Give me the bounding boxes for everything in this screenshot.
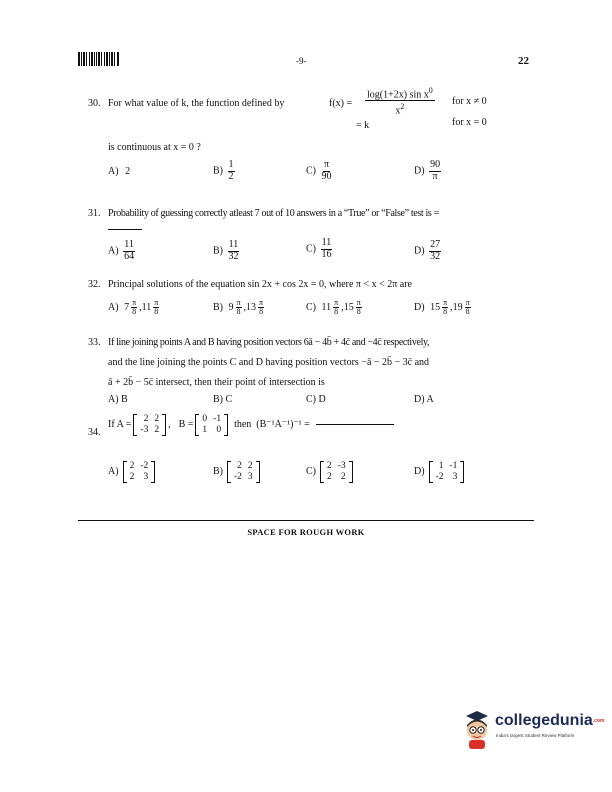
fraction-numerator: 90 bbox=[430, 159, 441, 170]
option-label: B) bbox=[213, 302, 223, 314]
q32-option-b bbox=[213, 299, 266, 317]
q31-option-d bbox=[414, 240, 443, 262]
fraction-numerator: 11 bbox=[124, 239, 134, 250]
matrix-cell: -2 bbox=[435, 471, 444, 482]
q30-fraction bbox=[365, 86, 435, 117]
brand-tagline: India's largest Student Review Platform bbox=[496, 733, 575, 738]
q32-text: Principal solutions of the equation sin 2x + cos 2x = 0, where π < x < 2π are bbox=[108, 279, 412, 290]
fraction-denominator: 90 bbox=[321, 170, 332, 182]
q33-option-c: C) D bbox=[306, 394, 326, 405]
q30-continuity: is continuous at x = 0 ? bbox=[108, 142, 201, 153]
q34-option-c bbox=[306, 461, 353, 483]
option-label: C) bbox=[306, 466, 316, 478]
separator: , bbox=[139, 302, 142, 314]
option-label: A) bbox=[108, 166, 119, 177]
option-label: B) bbox=[213, 245, 223, 257]
fraction-denominator: 8 bbox=[465, 307, 470, 317]
coefficient: 19 bbox=[452, 302, 463, 314]
matrix-cell: -3 bbox=[140, 424, 149, 435]
q31-text: Probability of guessing correctly atleast 7 out of 10 answers in a “True” or “False” test is = bbox=[108, 208, 439, 219]
option-matrix bbox=[429, 461, 465, 483]
q30-option-b bbox=[213, 160, 237, 182]
q31-answer-blank bbox=[108, 229, 142, 230]
q32-option-c bbox=[306, 299, 364, 317]
q30-option-d bbox=[414, 160, 443, 182]
fraction-numerator: 27 bbox=[430, 239, 441, 250]
collegedunia-watermark bbox=[460, 708, 605, 754]
answer-blank bbox=[316, 424, 394, 425]
matrix-cell: 2 bbox=[247, 461, 253, 471]
fraction-denominator: 16 bbox=[321, 248, 332, 260]
matrix-cell: -1 bbox=[449, 461, 458, 471]
fraction-numerator: 1 bbox=[228, 159, 234, 170]
fraction-denominator: 8 bbox=[334, 307, 339, 317]
matrix-a-label: If A = bbox=[108, 419, 132, 431]
coefficient: 13 bbox=[246, 302, 257, 314]
option-matrix bbox=[227, 461, 260, 483]
coefficient: 15 bbox=[343, 302, 354, 314]
option-label: A) bbox=[108, 466, 119, 478]
brand-name bbox=[495, 712, 604, 730]
q30-den-exp: 2 bbox=[400, 102, 405, 112]
option-label: C) bbox=[306, 165, 316, 177]
option-matrix bbox=[320, 461, 353, 483]
q30-text: For what value of k, the function defined by bbox=[108, 98, 285, 109]
matrix-cell: 0 bbox=[202, 414, 208, 424]
q33-line3: ā + 2b̄ − 5c̄ intersect, then their point of intersection is bbox=[108, 377, 325, 388]
fraction-denominator: 32 bbox=[228, 250, 239, 262]
coefficient: 7 bbox=[124, 302, 130, 314]
q30-num-exp: 0 bbox=[428, 86, 433, 95]
q34-statement bbox=[108, 414, 394, 436]
q30-number: 30. bbox=[88, 98, 101, 109]
brand-text: collegedunia bbox=[495, 712, 593, 729]
fraction-denominator: 8 bbox=[356, 307, 361, 317]
matrix-b-label: B = bbox=[178, 419, 194, 431]
option-label: D) bbox=[414, 466, 425, 478]
option-label: D) bbox=[414, 165, 425, 177]
option-label: B) bbox=[213, 466, 223, 478]
option-label: A) bbox=[108, 245, 119, 257]
fraction-denominator: 2 bbox=[228, 170, 234, 182]
mascot-icon bbox=[460, 710, 494, 750]
q33-option-a: A) B bbox=[108, 394, 128, 405]
q34-number: 34. bbox=[88, 427, 101, 438]
fraction-denominator: 8 bbox=[236, 307, 241, 317]
matrix-cell: -2 bbox=[234, 471, 242, 482]
fraction-numerator: 11 bbox=[321, 237, 332, 248]
matrix-cell: 1 bbox=[438, 461, 444, 471]
page-marker: -9- bbox=[296, 56, 307, 66]
q33-number: 33. bbox=[88, 337, 101, 348]
fraction-denominator: 8 bbox=[443, 307, 448, 317]
option-label: D) bbox=[414, 302, 425, 314]
matrix-cell: 2 bbox=[327, 461, 332, 471]
matrix-cell: 2 bbox=[143, 414, 149, 424]
q30-numerator: log(1+2x) sin x bbox=[367, 89, 429, 101]
option-matrix bbox=[123, 461, 156, 483]
q34-option-a bbox=[108, 461, 155, 483]
matrix-cell: 2 bbox=[129, 461, 135, 471]
option-value: 2 bbox=[125, 166, 131, 177]
coefficient: 9 bbox=[228, 302, 234, 314]
q33-line2: and the line joining the points C and D having position vectors −ā − 2b̄ − 3c̄ and bbox=[108, 357, 430, 368]
matrix-cell: 3 bbox=[452, 471, 458, 482]
separator: , bbox=[450, 302, 453, 314]
fraction-numerator: π bbox=[259, 298, 264, 307]
fraction-numerator: π bbox=[443, 298, 448, 307]
separator: , bbox=[243, 302, 247, 314]
q34-option-b bbox=[213, 461, 260, 483]
matrix-b bbox=[195, 414, 228, 436]
matrix-cell: -2 bbox=[140, 461, 149, 471]
q30-denominator: x bbox=[395, 105, 401, 117]
fraction-numerator: π bbox=[323, 159, 330, 170]
q31-number: 31. bbox=[88, 208, 101, 219]
fraction-denominator: π bbox=[432, 170, 438, 182]
matrix-cell: 2 bbox=[154, 424, 160, 435]
matrix-cell: 1 bbox=[202, 424, 208, 435]
coefficient: 15 bbox=[430, 302, 441, 314]
fraction-numerator: π bbox=[356, 298, 361, 307]
rough-work-label: SPACE FOR ROUGH WORK bbox=[247, 527, 365, 537]
matrix-a bbox=[133, 414, 166, 436]
q32-option-d bbox=[414, 299, 473, 317]
fraction-denominator: 64 bbox=[124, 250, 135, 262]
q31-option-b bbox=[213, 240, 242, 262]
q31-option-c bbox=[306, 238, 335, 260]
q34-option-d bbox=[414, 461, 464, 483]
fraction-denominator: 8 bbox=[259, 307, 264, 317]
brand-tld: .com bbox=[592, 717, 605, 724]
fraction-numerator: π bbox=[465, 298, 470, 307]
fraction-numerator: π bbox=[236, 298, 241, 307]
separator: , bbox=[341, 302, 344, 314]
barcode bbox=[78, 52, 120, 66]
matrix-cell: 3 bbox=[247, 471, 253, 482]
then-word: then bbox=[234, 419, 252, 431]
q30-option-c bbox=[306, 160, 335, 182]
matrix-cell: 2 bbox=[340, 471, 346, 482]
matrix-cell: 2 bbox=[129, 471, 135, 482]
fraction-numerator: π bbox=[334, 298, 339, 307]
matrix-expression: (B⁻¹A⁻¹)⁻¹ = bbox=[256, 419, 310, 431]
coefficient: 11 bbox=[141, 302, 152, 314]
option-label: B) bbox=[213, 165, 223, 177]
coefficient: 11 bbox=[321, 302, 332, 314]
fraction-numerator: π bbox=[154, 298, 159, 307]
fraction-denominator: 32 bbox=[430, 250, 441, 262]
option-label: C) bbox=[306, 302, 316, 314]
footer-divider bbox=[78, 520, 534, 521]
q31-option-a bbox=[108, 240, 137, 262]
q30-option-a bbox=[108, 166, 130, 177]
q32-option-a bbox=[108, 299, 161, 317]
matrix-cell: 0 bbox=[216, 424, 222, 435]
q32-number: 32. bbox=[88, 279, 101, 290]
matrix-cell: 2 bbox=[154, 414, 160, 424]
fraction-numerator: 11 bbox=[228, 239, 239, 250]
matrix-cell: 3 bbox=[143, 471, 149, 482]
option-label: A) bbox=[108, 302, 119, 314]
q33-line1: If line joining points A and B having position vectors 6ā − 4b̄ + 4c̄ and −4c̄ respectively, bbox=[108, 337, 430, 348]
fraction-denominator: 8 bbox=[132, 307, 137, 317]
q33-option-d: D) A bbox=[414, 394, 434, 405]
matrix-cell: -3 bbox=[337, 461, 346, 471]
matrix-cell: 2 bbox=[327, 471, 332, 482]
page-number: 22 bbox=[518, 55, 529, 67]
q30-eqk: = k bbox=[356, 120, 370, 131]
fraction-numerator: π bbox=[132, 298, 137, 307]
matrix-cell: -1 bbox=[213, 414, 222, 424]
option-label: C) bbox=[306, 243, 316, 255]
q30-fx: f(x) = bbox=[329, 98, 353, 109]
separator: , bbox=[168, 419, 171, 431]
q30-cond2: for x = 0 bbox=[452, 117, 487, 128]
q33-option-b: B) C bbox=[213, 394, 233, 405]
matrix-cell: 2 bbox=[237, 461, 242, 471]
fraction-denominator: 8 bbox=[154, 307, 159, 317]
option-label: D) bbox=[414, 245, 425, 257]
q30-cond1: for x ≠ 0 bbox=[452, 96, 487, 107]
